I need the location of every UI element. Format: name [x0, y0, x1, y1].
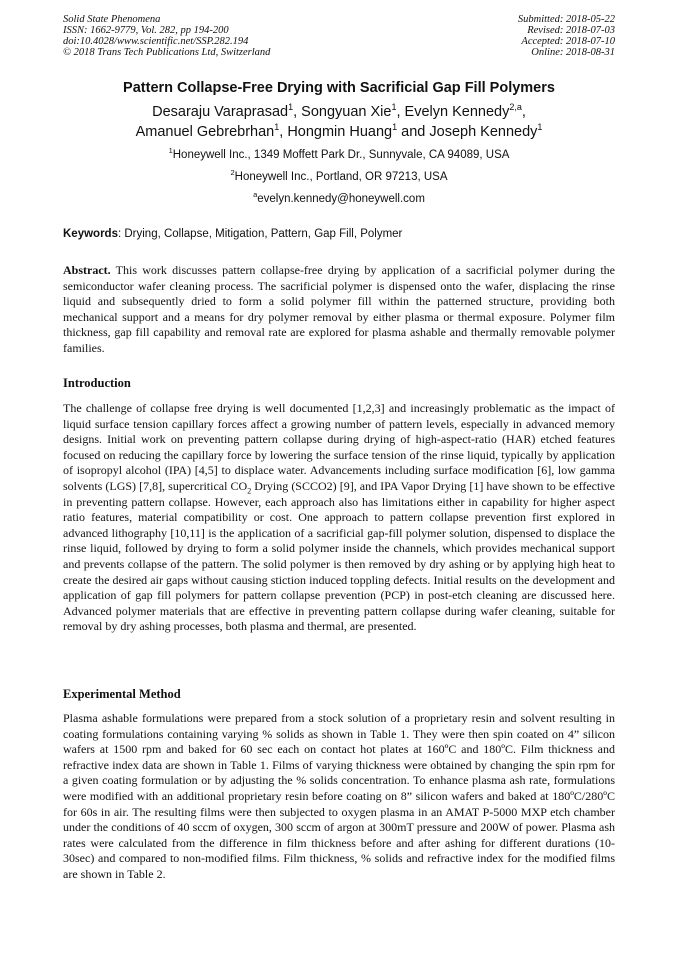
email-sup: a — [253, 190, 258, 200]
accepted-date: Accepted: 2018-07-10 — [521, 36, 615, 47]
keywords — [63, 228, 402, 240]
co2-subscript: 2 — [247, 486, 252, 496]
abstract — [63, 263, 615, 357]
email-text: evelyn.kennedy@honeywell.com — [257, 193, 425, 205]
journal-header — [63, 14, 270, 58]
intro-text-1: The challenge of collapse free drying is well documented [1,2,3] and increasingly problematic as the impact of liquid surface tension capillary forces affect a growing number of pattern levels, especially in advanced memory designs. Initial work on preventing pattern collapse during drying of high-aspect-ratio (HAR) etched features focused on reducing the capillary force by lowering the surface tension of the rinse liquid, typically by application of isopropyl alcohol (IPA) [4,5] to displace water. Advancements including surface modification [6], low gamma solvents (LGS) [7,8], supercritical CO — [63, 401, 615, 493]
author-name: Desaraju Varaprasad — [152, 104, 289, 120]
submitted-date: Submitted: 2018-05-22 — [517, 14, 615, 25]
author-sup: 1 — [288, 102, 294, 113]
author-sup: 1 — [274, 122, 280, 133]
author-separator: , — [279, 124, 288, 140]
keywords-label: Keywords — [63, 228, 118, 240]
author-name: Evelyn Kennedy — [404, 104, 510, 120]
introduction-paragraph — [63, 401, 615, 635]
author-line-1: Desaraju Varaprasad$^1$, Songyuan Xie$^1$, Evelyn Kennedy$^{2,a}$, — [152, 102, 526, 120]
author-separator: , — [293, 104, 302, 120]
author-name: Hongmin Huang — [287, 124, 393, 140]
author-sup: 1 — [391, 102, 397, 113]
abstract-label: Abstract. — [63, 263, 111, 277]
paper-title: Pattern Collapse-Free Drying with Sacrificial Gap Fill Polymers — [123, 80, 555, 96]
issn: ISSN: 1662-9779, Vol. 282, pp 194-200 — [63, 25, 229, 36]
experimental-heading: Experimental Method — [63, 687, 181, 701]
intro-text-2: Drying (SCCO2) [9], and IPA Vapor Drying [1] have shown to be effective in preventing pattern collapse. However, each approach also has limitations either in capability for higher aspect ratio features, material compatibility or cost. One approach to pattern collapse prevention first explored in advanced lithography [10,11] is the application of a sacrificial gap-fill polymer solution, dispensed to displace the rinse liquid, followed by drying to form a solid polymer inside the channels, which provides mechanical support and prevents collapse of the pattern. The solid polymer is then removed by dry ashing or by applying high heat to create the desired air gaps without causing stiction induced toppling defects. Initial results on the development and application of gap fill polymers for pattern collapse prevention (PCP) in post-etch cleaning are discussed here. Advanced polymer materials that are effective in preventing pattern collapse during wafer cleaning, suitable for removal by dry ashing processes, both plasma and thermal, are presented. — [63, 478, 615, 634]
author-name: Amanuel Gebrebrhan — [135, 124, 275, 140]
journal-name: Solid State Phenomena — [63, 14, 161, 25]
author-sup: 2,a — [509, 102, 522, 113]
author-separator: and — [397, 124, 430, 140]
affiliation-sup: 1 — [168, 146, 173, 156]
experimental-paragraph: Plasma ashable formulations were prepared from a stock solution of a proprietary resin and solvent resulting in coating formulations containing varying % solids as shown in Table 1. They were then spin coated on 4” silicon wafers at 1500 rpm and baked for 60 sec each on contact hot plates at 160ºC and 180ºC. Film thickness and refractive index data are shown in Table 1. Films of varying thickness were obtained by changing the spin rpm for a given coating formulation or by adjusting the % solids concentration. To enhance plasma ash rate, formulations were modified with an additional proprietary resin before coating on 8” silicon wafers and baked at 180ºC/280ºC for 60s in air. The resulting films were then subjected to oxygen plasma in an AMAT P-5000 MXP etch chamber under the conditions of 40 sccm of oxygen, 300 sccm of argon at 300mT pressure and 200W of power. Plasma ash rates were calculated from the difference in film thickness before and after ashing for different durations (10-30sec) and compared to non-modified films. Film thickness, % solids and refractive index for the modified films are shown in Table 2. — [63, 711, 615, 881]
author-name: Joseph Kennedy — [429, 124, 538, 140]
affiliation-1 — [40, 146, 638, 161]
revised-date: Revised: 2018-07-03 — [527, 25, 615, 36]
author-separator: , — [396, 104, 405, 120]
online-date: Online: 2018-08-31 — [531, 47, 615, 58]
doi: doi:10.4028/www.scientific.net/SSP.282.194 — [63, 36, 249, 47]
abstract-text: This work discusses pattern collapse-free drying by application of a sacrificial polymer during the semiconductor wafer cleaning process. The sacrificial polymer is dispensed onto the wafer, displacing the rinse liquid and subsequently dried to form a solid polymer fill within the patterned structure, providing both mechanical support and a means for dry polymer removal by either plasma or thermal exposure. Polymer film thickness, gap fill capability and removal rate are explored for plasma ashable and thermally removable polymer families. — [63, 263, 615, 355]
dates-header — [518, 14, 615, 58]
corresponding-email — [40, 190, 638, 205]
author-name: Songyuan Xie — [301, 104, 392, 120]
author-sup: 1 — [392, 122, 398, 133]
introduction-heading: Introduction — [63, 376, 131, 390]
author-list — [40, 102, 638, 142]
author-line-2 — [40, 122, 638, 142]
keywords-text: : Drying, Collapse, Mitigation, Pattern, Gap Fill, Polymer — [117, 228, 403, 240]
affiliation-2 — [40, 168, 638, 183]
copyright: © 2018 Trans Tech Publications Ltd, Switzerland — [63, 47, 271, 58]
affiliation-text: Honeywell Inc., Portland, OR 97213, USA — [234, 171, 448, 183]
author-sup: 1 — [537, 122, 543, 133]
affiliation-sup: 2 — [230, 168, 235, 178]
affiliation-text: Honeywell Inc., 1349 Moffett Park Dr., Sunnyvale, CA 94089, USA — [172, 149, 510, 161]
